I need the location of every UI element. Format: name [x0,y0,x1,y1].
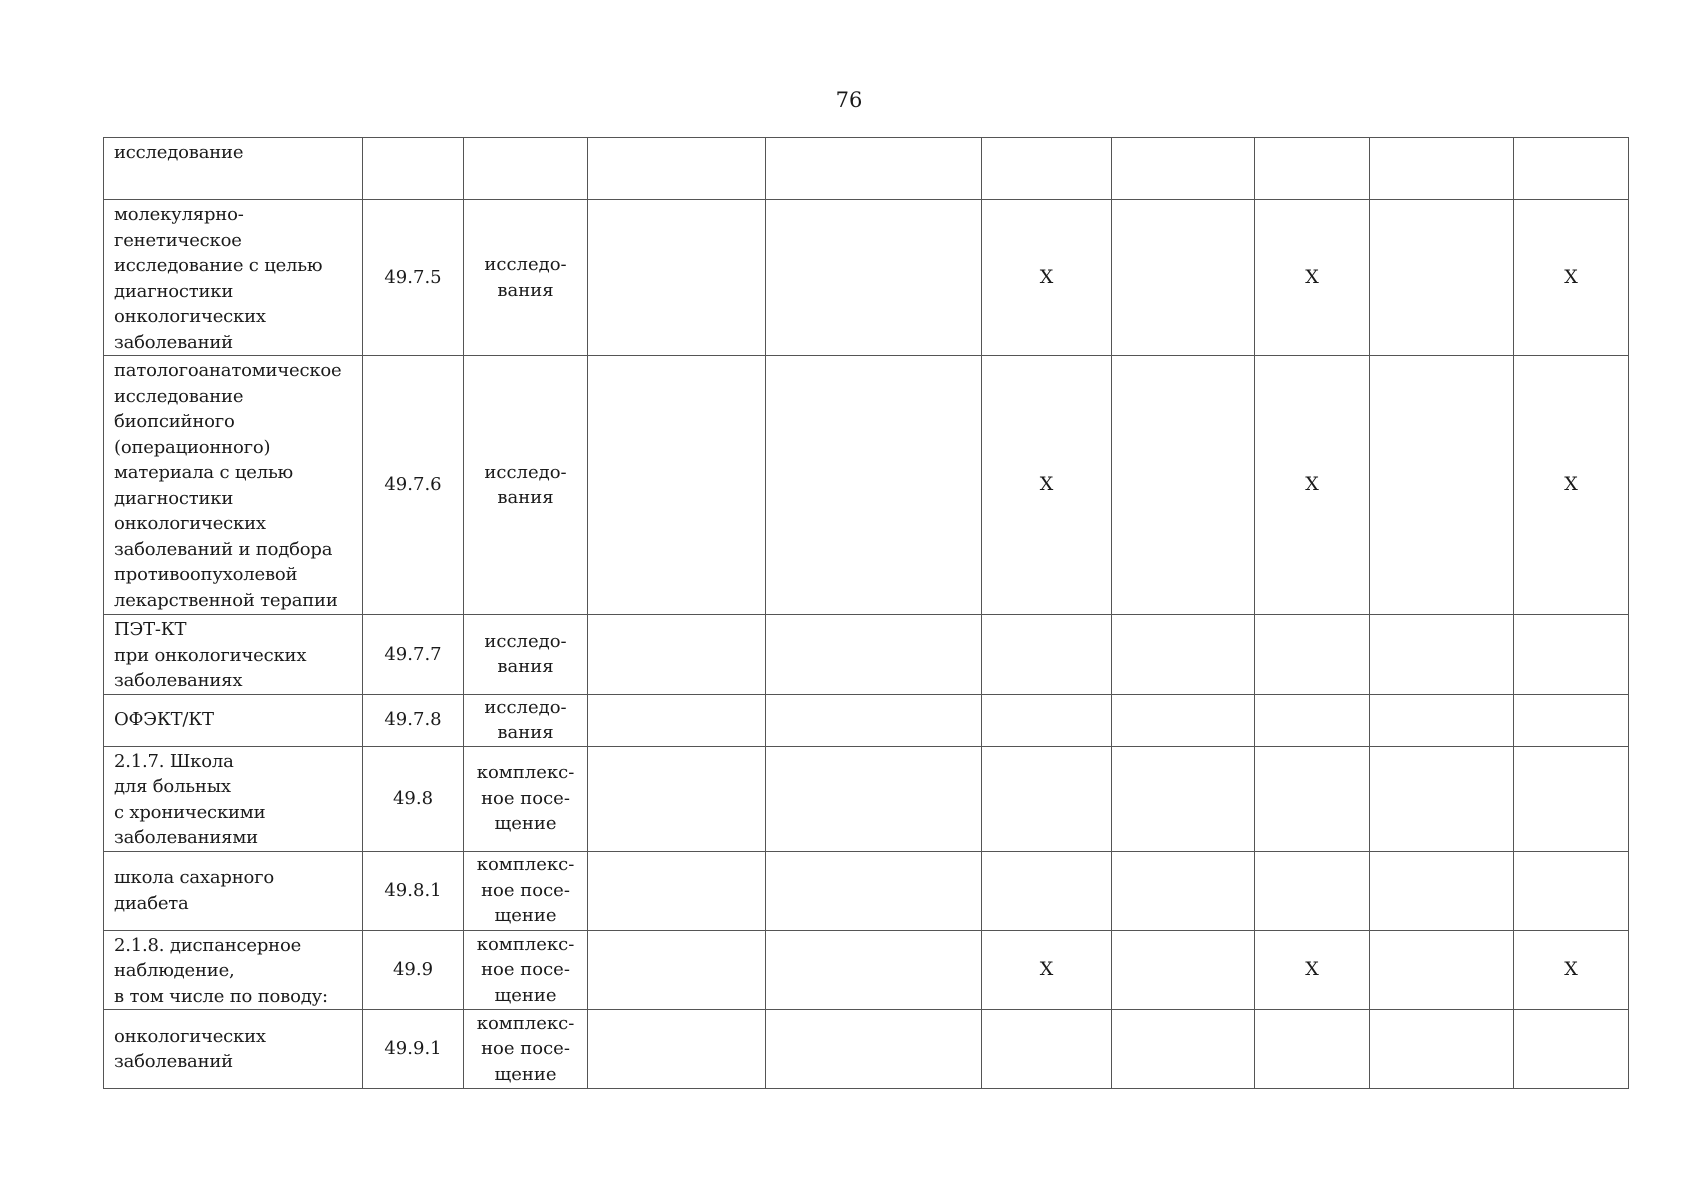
row-code-cell: 49.9 [363,930,464,1010]
mark-cell [588,615,766,695]
mark-cell [1255,138,1370,200]
mark-cell: X [1514,930,1629,1010]
row-unit-cell: исследо- вания [464,694,588,746]
table-row [104,615,1629,695]
mark-cell: X [1255,356,1370,615]
mark-cell [1255,851,1370,930]
row-unit-cell: исследо- вания [464,200,588,356]
row-unit-cell: комплекс- ное посе- щение [464,930,588,1010]
mark-cell [1112,930,1255,1010]
row-name-cell: ПЭТ-КТ при онкологических заболеваниях [104,615,363,695]
row-name-cell: патологоанатомическое исследование биопсийного (операционного) материала с целью диагностики онкологических заболеваний и подбора противоопухолевой лекарственной терапии [104,356,363,615]
mark-cell [588,1010,766,1089]
row-code-cell: 49.7.8 [363,694,464,746]
mark-cell [1112,851,1255,930]
row-name-cell: 2.1.7. Школа для больных с хроническими заболеваниями [104,746,363,851]
mark-cell [588,138,766,200]
row-code-cell: 49.9.1 [363,1010,464,1089]
mark-cell [1255,1010,1370,1089]
mark-cell [982,1010,1112,1089]
row-code-cell: 49.8 [363,746,464,851]
mark-cell [588,851,766,930]
mark-cell [1514,851,1629,930]
mark-cell [1370,746,1514,851]
mark-cell [766,746,982,851]
mark-cell [1112,1010,1255,1089]
mark-cell [982,615,1112,695]
mark-cell [1255,615,1370,695]
row-unit-cell [464,138,588,200]
mark-cell: X [1255,930,1370,1010]
mark-cell [588,200,766,356]
row-unit-cell: комплекс- ное посе- щение [464,746,588,851]
row-code-cell: 49.7.6 [363,356,464,615]
mark-cell: X [1514,200,1629,356]
row-unit-cell: комплекс- ное посе- щение [464,1010,588,1089]
indicators-table [103,137,1629,1089]
row-code-cell: 49.7.5 [363,200,464,356]
mark-cell [982,694,1112,746]
row-unit-cell: исследо- вания [464,356,588,615]
mark-cell [1370,694,1514,746]
mark-cell [982,746,1112,851]
mark-cell [1514,694,1629,746]
row-code-cell: 49.8.1 [363,851,464,930]
mark-cell: X [982,356,1112,615]
row-unit-cell: комплекс- ное посе- щение [464,851,588,930]
mark-cell: X [1514,356,1629,615]
mark-cell [766,138,982,200]
mark-cell [766,1010,982,1089]
row-unit-cell: исследо- вания [464,615,588,695]
mark-cell [588,930,766,1010]
mark-cell [1370,200,1514,356]
table-row [104,694,1629,746]
mark-cell [1370,356,1514,615]
table-row [104,851,1629,930]
mark-cell [1514,138,1629,200]
mark-cell [1112,356,1255,615]
mark-cell: X [982,930,1112,1010]
row-name-cell: 2.1.8. диспансерное наблюдение, в том числе по поводу: [104,930,363,1010]
mark-cell [766,694,982,746]
mark-cell [1370,1010,1514,1089]
mark-cell [1370,930,1514,1010]
mark-cell [1370,138,1514,200]
row-name-cell: школа сахарного диабета [104,851,363,930]
table-row [104,356,1629,615]
mark-cell [1112,746,1255,851]
mark-cell [1112,694,1255,746]
mark-cell [766,200,982,356]
row-name-cell: исследование [104,138,363,200]
mark-cell [1112,615,1255,695]
mark-cell [982,851,1112,930]
row-code-cell: 49.7.7 [363,615,464,695]
mark-cell [1370,615,1514,695]
mark-cell [1514,1010,1629,1089]
mark-cell [1255,694,1370,746]
mark-cell [766,615,982,695]
page-number: 76 [835,88,863,112]
table-row [104,200,1629,356]
table-row [104,1010,1629,1089]
mark-cell [766,356,982,615]
table-row [104,138,1629,200]
row-name-cell: ОФЭКТ/КТ [104,694,363,746]
mark-cell [982,138,1112,200]
table-row [104,930,1629,1010]
mark-cell [1514,746,1629,851]
mark-cell: X [1255,200,1370,356]
mark-cell [1112,138,1255,200]
row-name-cell: молекулярно- генетическое исследование с целью диагностики онкологических заболеваний [104,200,363,356]
mark-cell [1112,200,1255,356]
row-code-cell [363,138,464,200]
row-name-cell: онкологических заболеваний [104,1010,363,1089]
mark-cell [588,356,766,615]
mark-cell [1255,746,1370,851]
mark-cell [1370,851,1514,930]
table-row [104,746,1629,851]
mark-cell [588,746,766,851]
mark-cell [766,851,982,930]
mark-cell [588,694,766,746]
mark-cell [1514,615,1629,695]
mark-cell: X [982,200,1112,356]
mark-cell [766,930,982,1010]
